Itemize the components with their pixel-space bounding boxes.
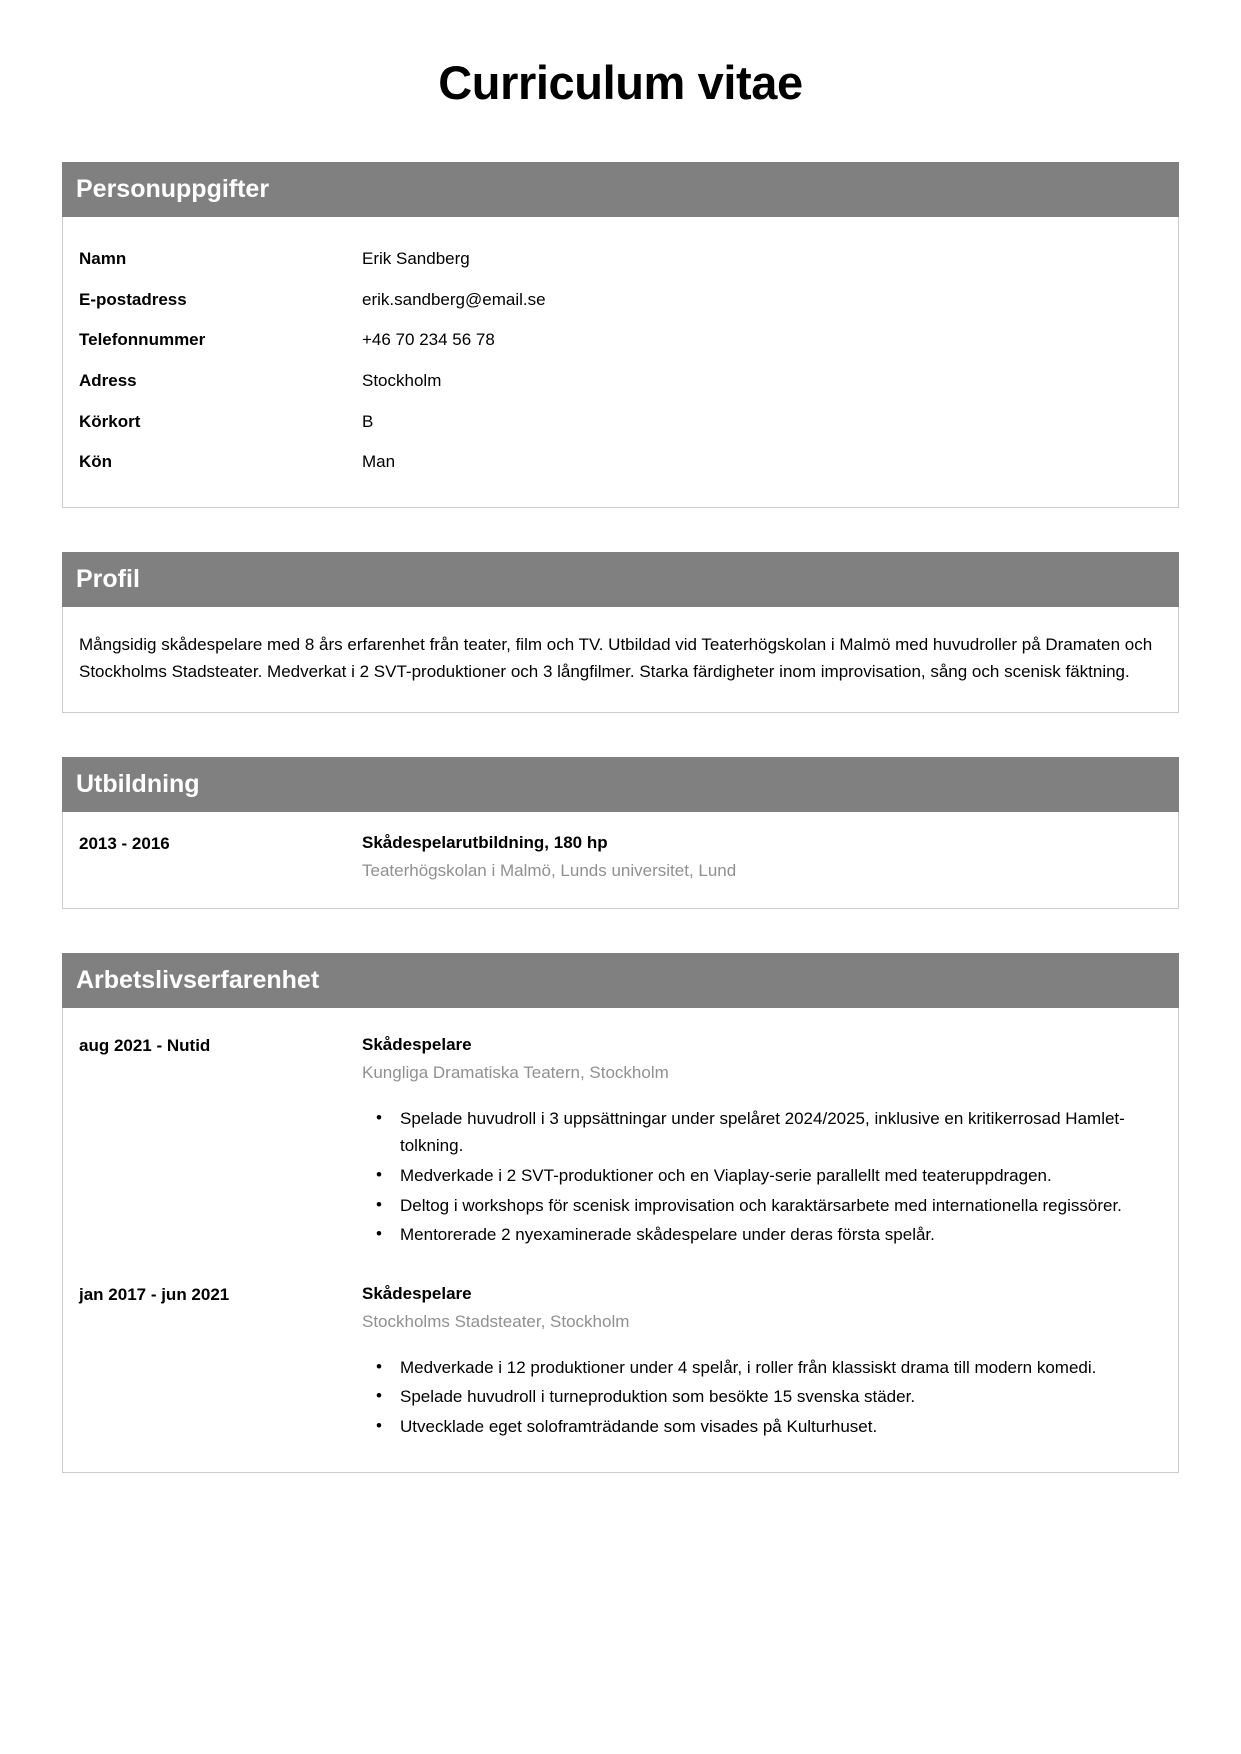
entry-date: jan 2017 - jun 2021 [79,1284,230,1304]
list-item: • Mentorerade 2 nyexaminerade skådespelare under deras första spelår. [362,1221,1162,1249]
info-label: Körkort [79,411,141,431]
profile-summary-text: Mångsidig skådespelare med 8 års erfarenhet från teater, film och TV. Utbildad vid Teaterhögskolan i Malmö med huvudroller på Dramaten och Stockholms Stadsteater. Medverkat i 2 SVT-produktioner och 3 långfilmer. Starka färdigheter inom improvisation, sång och scenisk fäktning. [79,634,1153,682]
section-body-education [62,812,1179,909]
entry-title: Skådespelare [362,1034,472,1054]
section-heading-work-experience: Arbetslivserfarenhet [62,953,1179,1008]
info-value: Man [362,452,396,472]
entry-date: 2013 - 2016 [79,833,170,853]
info-value: +46 70 234 56 78 [362,330,495,350]
work-entry [79,1255,1162,1447]
info-label: Namn [79,249,127,268]
entry-date: aug 2021 - Nutid [79,1035,211,1055]
section-work-experience [62,953,1179,1473]
entry-title: Skådespelarutbildning, 180 hp [362,832,608,852]
info-label: Kön [79,452,113,472]
section-body-personal-details [62,217,1179,508]
info-value: Erik Sandberg [362,249,470,268]
list-item: • Utvecklade eget soloframträdande som visades på Kulturhuset. [362,1413,1162,1441]
entry-subtitle: Teaterhögskolan i Malmö, Lunds universitet, Lund [362,861,737,881]
info-row [79,239,1162,280]
info-value: Stockholm [362,370,442,390]
work-entry [79,1032,1162,1255]
info-label: Telefonnummer [79,330,206,350]
list-item: • Spelade huvudroll i 3 uppsättningar under spelåret 2024/2025, inklusive en kritikerrosad Hamlet-tolkning. [362,1105,1162,1160]
entry-subtitle: Kungliga Dramatiska Teatern, Stockholm [362,1063,669,1083]
entry-bullet-list [362,1105,1162,1249]
entry-main [362,830,1162,884]
entry-subtitle: Stockholms Stadsteater, Stockholm [362,1312,630,1332]
info-row [79,320,1162,361]
entry-main [362,1032,1162,1251]
section-profile [62,552,1179,713]
education-entry [79,830,1162,888]
info-value: erik.sandberg@email.se [362,289,546,309]
list-item: • Medverkade i 12 produktioner under 4 spelår, i roller från klassiskt drama till modern komedi. [362,1354,1162,1382]
info-row [79,361,1162,402]
section-heading-profile: Profil [62,552,1179,607]
info-row [79,402,1162,443]
section-education [62,757,1179,909]
info-label: E-postadress [79,289,187,309]
info-row [79,442,1162,483]
entry-bullet-list [362,1354,1162,1441]
info-value: B [362,411,374,431]
entry-main [362,1281,1162,1443]
page-title: Curriculum vitae [438,56,803,109]
info-row [79,280,1162,321]
section-personal-details [62,162,1179,508]
section-heading-education: Utbildning [62,757,1179,812]
info-label: Adress [79,370,137,390]
list-item: • Deltog i workshops för scenisk improvisation och karaktärsarbete med internationella regissörer. [362,1192,1162,1220]
list-item: • Spelade huvudroll i turneproduktion som besökte 15 svenska städer. [362,1383,1162,1411]
section-heading-personal-details: Personuppgifter [62,162,1179,217]
section-body-profile [62,607,1179,713]
entry-title: Skådespelare [362,1283,472,1303]
list-item: • Medverkade i 2 SVT-produktioner och en Viaplay-serie parallellt med teateruppdragen. [362,1162,1162,1190]
section-body-work-experience [62,1008,1179,1473]
